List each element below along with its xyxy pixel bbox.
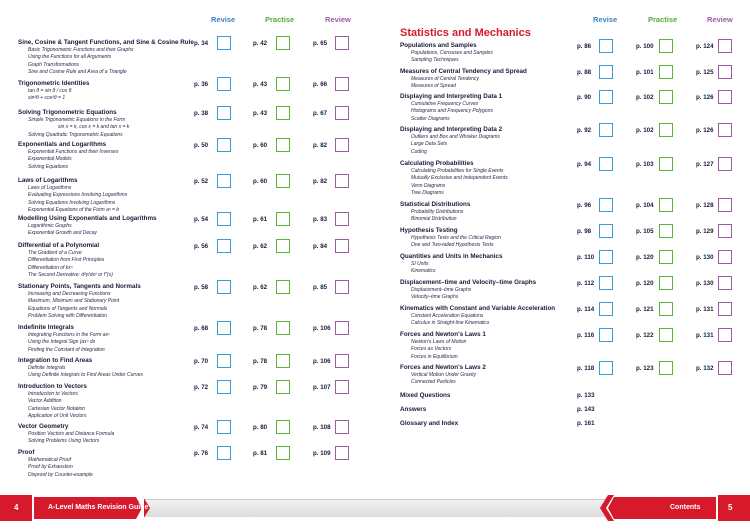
review-checkbox[interactable] [335,138,349,152]
entry-title: Integration to Find Areas [18,357,93,364]
revise-page-ref: p. 34 [194,40,209,47]
review-page-ref: p. 83 [313,216,328,223]
entry-title: Hypothesis Testing [400,227,458,234]
practise-page-ref: p. 43 [253,110,268,117]
practise-checkbox[interactable] [276,174,290,188]
entry-title: Vector Geometry [18,423,69,430]
review-page-ref: p. 125 [696,69,714,76]
review-checkbox[interactable] [335,212,349,226]
subtopic: Probability Distributions [411,208,464,215]
subtopic: Sampling Techniques [411,57,459,64]
subtopic: Populations, Censuses and Samples [411,49,493,56]
subtopic: Measures of Spread [411,83,457,90]
subtopic: The Second Derivative: d²y/dx² or f″(x) [28,272,113,279]
entry-title: Laws of Logarithms [18,177,78,184]
subtopic: Binomial Distribution [411,216,457,223]
revise-page-ref: p. 116 [577,332,595,339]
revise-checkbox[interactable] [217,380,231,394]
revise-page-ref: p. 98 [577,228,592,235]
entry-subtopics [28,88,71,103]
subtopic: Increasing and Decreasing Functions [28,290,111,297]
subtopic: Vertical Motion Under Gravity [411,371,477,378]
practise-checkbox[interactable] [276,354,290,368]
section-title: Statistics and Mechanics [400,27,531,39]
review-checkbox[interactable] [718,361,732,375]
practise-checkbox[interactable] [659,90,673,104]
revise-page-ref: p. 50 [194,142,209,149]
revise-checkbox[interactable] [599,276,613,290]
revise-column-header: Revise [593,15,618,24]
subtopic: Maximum, Minimum and Stationary Point [28,298,120,305]
practise-checkbox[interactable] [276,212,290,226]
left-page-number: 4 [14,503,19,512]
subtopic: Kinematics [411,268,436,275]
review-checkbox[interactable] [335,420,349,434]
subtopic: Forces in Equilibrium [411,353,458,360]
revise-page-ref: p. 96 [577,202,592,209]
review-checkbox[interactable] [335,280,349,294]
subtopic: Cartesian Vector Notation [28,405,86,412]
subtopic: Mathematical Proof [28,456,72,463]
entry-subtopics [28,185,127,215]
practise-checkbox[interactable] [659,276,673,290]
page-ref: p. 143 [577,406,595,413]
practise-page-ref: p. 122 [636,332,654,339]
subtopic: Histograms and Frequency Polygons [411,108,493,115]
practise-page-ref: p. 62 [253,284,268,291]
review-page-ref: p. 82 [313,142,328,149]
subtopic: Vector Addition [28,398,62,405]
revise-checkbox[interactable] [599,90,613,104]
revise-checkbox[interactable] [599,361,613,375]
subtopic: Position Vectors and Distance Formula [28,430,115,437]
revise-page-ref: p. 112 [577,280,595,287]
entry-title: Proof [18,449,35,456]
review-checkbox[interactable] [718,302,732,316]
practise-page-ref: p. 104 [636,202,654,209]
revise-checkbox[interactable] [599,157,613,171]
review-page-ref: p. 128 [696,202,714,209]
entry-title: Forces and Newton's Laws 2 [400,364,486,371]
entry-title: Stationary Points, Tangents and Normals [18,283,141,290]
revise-page-ref: p. 92 [577,127,592,134]
subtopic: Connected Particles [411,379,456,386]
entry-title: Glossary and Index [400,420,459,427]
subtopic: Mutually Exclusive and Independent Events [411,175,508,182]
subtopic: Definite Integrals [28,364,66,371]
practise-checkbox[interactable] [659,328,673,342]
entry-title: Trigonometric Identities [18,80,90,87]
practise-page-ref: p. 103 [636,161,654,168]
revise-page-ref: p. 56 [194,243,209,250]
review-page-ref: p. 124 [696,43,714,50]
practise-checkbox[interactable] [276,446,290,460]
entry-title: Exponentials and Logarithms [18,141,107,148]
entry-title: Calculating Probabilities [400,160,474,167]
revise-page-ref: p. 52 [194,178,209,185]
contents-label: Contents [670,504,701,511]
practise-page-ref: p. 101 [636,69,654,76]
review-checkbox[interactable] [718,250,732,264]
entry-subtopics [411,50,493,65]
revise-checkbox[interactable] [217,174,231,188]
revise-checkbox[interactable] [217,239,231,253]
practise-checkbox[interactable] [659,224,673,238]
revise-checkbox[interactable] [599,302,613,316]
subtopic: Basic Trigonometric Functions and their Graphs [28,46,134,53]
subtopic: Solving Equations Involving Logarithms [28,199,116,206]
subtopic: Cumulative Frequency Curves [411,100,479,107]
entry-subtopics [28,223,97,238]
revise-page-ref: p. 72 [194,384,209,391]
entry-title: Populations and Samples [400,42,477,49]
entry-subtopics [411,372,476,387]
subtopic: Scatter Diagrams [411,115,450,122]
revise-checkbox[interactable] [217,354,231,368]
practise-page-ref: p. 105 [636,228,654,235]
entry-subtopics [28,117,129,140]
review-checkbox[interactable] [335,380,349,394]
subtopic: Exponential Functions and their Inverses [28,148,119,155]
revise-checkbox[interactable] [599,224,613,238]
entry-title: Answers [400,406,427,413]
practise-checkbox[interactable] [659,198,673,212]
practise-column-header: Practise [648,15,678,24]
subtopic: Finding the Constant of Integration [28,346,105,353]
practise-checkbox[interactable] [659,65,673,79]
review-page-ref: p. 131 [696,332,714,339]
entry-subtopics [28,250,113,280]
practise-page-ref: p. 102 [636,94,654,101]
entry-subtopics [411,235,501,250]
page-ref: p. 161 [577,420,595,427]
revise-page-ref: p. 68 [194,325,209,332]
revise-page-ref: p. 114 [577,306,595,313]
entry-title: Displaying and Interpreting Data 2 [400,126,503,133]
subtopic: Coding [411,148,427,155]
entry-title: Kinematics with Constant and Variable Acceleration [400,305,556,312]
review-checkbox[interactable] [718,328,732,342]
subtopic: Large Data Sets [411,141,448,148]
review-checkbox[interactable] [718,90,732,104]
review-page-ref: p. 106 [313,325,331,332]
practise-checkbox[interactable] [276,77,290,91]
review-page-ref: p. 106 [313,358,331,365]
review-checkbox[interactable] [335,174,349,188]
right-page [375,0,750,531]
entry-title: Statistical Distributions [400,201,471,208]
practise-page-ref: p. 78 [253,358,268,365]
entry-subtopics [411,287,471,302]
entry-subtopics [411,168,508,198]
subtopic: Displacement–time Graphs [411,286,472,293]
entry-title: Introduction to Vectors [18,383,87,390]
subtopic: Using Definite Integrals to Find Areas Under Curves [28,372,143,379]
subtopic: Disproof by Counter-example [28,471,93,478]
subtopic: One and Two-tailed Hypothesis Tests [411,242,494,249]
practise-checkbox[interactable] [659,302,673,316]
review-page-ref: p. 67 [313,110,328,117]
revise-checkbox[interactable] [217,77,231,91]
entry-subtopics [411,209,463,224]
practise-checkbox[interactable] [659,361,673,375]
entry-title: Differential of a Polynomial [18,242,100,249]
subtopic: Exponential Growth and Decay [28,230,97,237]
subtopic: The Gradient of a Curve [28,249,82,256]
revise-checkbox[interactable] [599,39,613,53]
revise-checkbox[interactable] [599,328,613,342]
entry-subtopics [411,261,435,276]
subtopic: Sine and Cosine Rule and Area of a Triangle [28,69,127,76]
subtopic: Exponential Models [28,156,72,163]
revise-page-ref: p. 110 [577,254,595,261]
revise-column-header: Revise [211,15,236,24]
revise-checkbox[interactable] [217,106,231,120]
practise-column-header: Practise [265,15,295,24]
review-page-ref: p. 130 [696,254,714,261]
subtopic: Calculating Probabilities for Single Events [411,167,504,174]
practise-page-ref: p. 100 [636,43,654,50]
practise-page-ref: p. 78 [253,325,268,332]
review-checkbox[interactable] [718,276,732,290]
practise-page-ref: p. 121 [636,306,654,313]
revise-checkbox[interactable] [217,420,231,434]
review-page-ref: p. 66 [313,81,328,88]
subtopic: Equations of Tangents and Normals [28,305,108,312]
subtopic: Using the Integral Sign ∫axⁿ dx [28,339,96,346]
practise-page-ref: p. 60 [253,178,268,185]
subtopic: Proof by Exhaustion [28,464,73,471]
entry-subtopics [28,457,93,480]
entry-title: Forces and Newton's Laws 1 [400,331,486,338]
revise-page-ref: p. 70 [194,358,209,365]
subtopic: sin²θ + cos²θ = 1 [28,95,66,102]
practise-checkbox[interactable] [659,250,673,264]
practise-checkbox[interactable] [659,39,673,53]
review-page-ref: p. 132 [696,365,714,372]
entry-subtopics [411,134,500,157]
review-checkbox[interactable] [335,321,349,335]
review-page-ref: p. 109 [313,450,331,457]
revise-checkbox[interactable] [217,446,231,460]
revise-checkbox[interactable] [217,212,231,226]
review-page-ref: p. 126 [696,94,714,101]
practise-page-ref: p. 120 [636,280,654,287]
subtopic: Solving Problems Using Vectors [28,438,100,445]
review-page-ref: p. 127 [696,161,714,168]
review-page-ref: p. 107 [313,384,331,391]
review-page-ref: p. 129 [696,228,714,235]
subtopic: Velocity–time Graphs [411,294,459,301]
review-checkbox[interactable] [335,239,349,253]
practise-page-ref: p. 120 [636,254,654,261]
subtopic: Application of Unit Vectors [28,413,87,420]
practise-checkbox[interactable] [276,321,290,335]
revise-checkbox[interactable] [599,65,613,79]
revise-checkbox[interactable] [217,280,231,294]
review-checkbox[interactable] [335,106,349,120]
entry-title: Displacement–time and Velocity–time Graphs [400,279,537,286]
practise-page-ref: p. 81 [253,450,268,457]
review-column-header: Review [707,15,733,24]
review-checkbox[interactable] [718,157,732,171]
revise-page-ref: p. 118 [577,365,595,372]
practise-checkbox[interactable] [276,239,290,253]
subtopic: Solving Equations [28,163,69,170]
subtopic: SI Units [411,260,429,267]
subtopic: Outliers and Box and Whisker Diagrams [411,133,500,140]
practise-checkbox[interactable] [276,420,290,434]
practise-page-ref: p. 61 [253,216,268,223]
subtopic: Measures of Central Tendency [411,75,479,82]
revise-page-ref: p. 54 [194,216,209,223]
entry-subtopics [411,76,479,91]
entry-subtopics [28,365,143,380]
subtopic: tan θ = sin θ / cos θ [28,87,72,94]
entry-subtopics [28,431,114,446]
practise-page-ref: p. 42 [253,40,268,47]
practise-checkbox[interactable] [276,36,290,50]
subtopic: Integrating Functions in the Form axⁿ [28,331,110,338]
entry-title: Sine, Cosine & Tangent Functions, and Sine & Cosine Rule [18,39,194,46]
subtopic: Simple Trigonometric Equations in the Form [28,116,126,123]
practise-page-ref: p. 60 [253,142,268,149]
subtopic: Evaluating Expressions Involving Logarithms [28,192,128,199]
subtopic: Hypothesis Tests and the Critical Region [411,234,501,241]
practise-checkbox[interactable] [276,138,290,152]
practise-page-ref: p. 80 [253,424,268,431]
subtopic: Solving Quadratic Trigonometric Equations [28,131,123,138]
review-page-ref: p. 82 [313,178,328,185]
subtopic: Laws of Logarithms [28,184,72,191]
review-checkbox[interactable] [335,446,349,460]
entry-title: Mixed Questions [400,392,451,399]
right-page-number: 5 [728,503,733,512]
entry-subtopics [28,291,119,321]
entry-subtopics [28,47,134,77]
revise-checkbox[interactable] [599,123,613,137]
review-page-ref: p. 85 [313,284,328,291]
subtopic: Logarithmic Graphs [28,222,72,229]
entry-title: Measures of Central Tendency and Spread [400,68,527,75]
entry-subtopics [28,332,110,355]
subtopic: Tree Diagrams [411,190,444,197]
revise-checkbox[interactable] [217,321,231,335]
subtopic: sin x = k, cos x = k and tan x = k [58,124,130,131]
review-checkbox[interactable] [718,39,732,53]
practise-checkbox[interactable] [659,157,673,171]
subtopic: Constant Acceleration Equations [411,312,484,319]
revise-page-ref: p. 94 [577,161,592,168]
revise-page-ref: p. 74 [194,424,209,431]
review-page-ref: p. 126 [696,127,714,134]
review-checkbox[interactable] [718,198,732,212]
entry-subtopics [28,391,86,421]
review-column-header: Review [325,15,351,24]
revise-checkbox[interactable] [599,198,613,212]
revise-page-ref: p. 38 [194,110,209,117]
subtopic: Using the Functions for all Arguments [28,54,112,61]
entry-title: Modelling Using Exponentials and Logarithms [18,215,157,222]
revise-checkbox[interactable] [217,36,231,50]
review-checkbox[interactable] [718,224,732,238]
subtopic: Introduction to Vectors [28,390,78,397]
entry-title: Solving Trigonometric Equations [18,109,117,116]
review-page-ref: p. 131 [696,306,714,313]
review-page-ref: p. 130 [696,280,714,287]
review-page-ref: p. 65 [313,40,328,47]
book-title: A-Level Maths Revision Guide [48,504,149,511]
revise-page-ref: p. 76 [194,450,209,457]
revise-page-ref: p. 90 [577,94,592,101]
practise-page-ref: p. 79 [253,384,268,391]
subtopic: Newton's Laws of Motion [411,338,467,345]
review-checkbox[interactable] [335,36,349,50]
subtopic: Problem Solving with Differentiation [28,313,107,320]
practise-checkbox[interactable] [276,380,290,394]
entry-subtopics [28,149,118,172]
revise-page-ref: p. 36 [194,81,209,88]
revise-page-ref: p. 88 [577,69,592,76]
entry-title: Displaying and Interpreting Data 1 [400,93,503,100]
practise-checkbox[interactable] [276,106,290,120]
practise-page-ref: p. 62 [253,243,268,250]
practise-page-ref: p. 43 [253,81,268,88]
review-checkbox[interactable] [335,354,349,368]
review-checkbox[interactable] [335,77,349,91]
subtopic: Calculus in Straight-line Kinematics [411,320,490,327]
revise-page-ref: p. 86 [577,43,592,50]
entry-subtopics [411,339,466,362]
subtopic: Exponential Equations of the Form aˣ = b [28,207,120,214]
entry-subtopics [411,313,489,328]
revise-checkbox[interactable] [217,138,231,152]
practise-checkbox[interactable] [659,123,673,137]
review-page-ref: p. 84 [313,243,328,250]
entry-title: Quantities and Units in Mechanics [400,253,503,260]
subtopic: Differentiation from First Principles [28,257,105,264]
page-ref: p. 133 [577,392,595,399]
entry-subtopics [411,101,493,124]
practise-checkbox[interactable] [276,280,290,294]
subtopic: Graph Transformations [28,61,80,68]
practise-page-ref: p. 123 [636,365,654,372]
review-checkbox[interactable] [718,65,732,79]
entry-title: Indefinite Integrals [18,324,74,331]
review-page-ref: p. 108 [313,424,331,431]
subtopic: Forces as Vectors [411,346,452,353]
revise-page-ref: p. 58 [194,284,209,291]
review-checkbox[interactable] [718,123,732,137]
subtopic: Differentiation of kxⁿ [28,264,73,271]
practise-page-ref: p. 102 [636,127,654,134]
subtopic: Venn Diagrams [411,182,446,189]
revise-checkbox[interactable] [599,250,613,264]
